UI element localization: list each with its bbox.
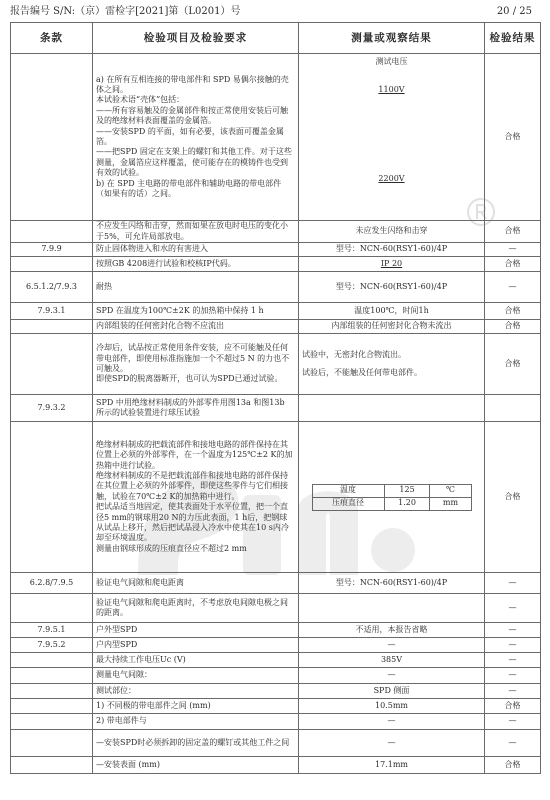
mini-row xyxy=(312,497,471,510)
requirement-cell xyxy=(93,422,299,573)
observation-cell: — xyxy=(299,638,485,653)
observation-cell: 未应发生闪络和击穿 xyxy=(299,221,485,243)
requirement-line: 测量由钢球形成的压痕直径应不超过2 mm xyxy=(96,543,247,553)
requirement-cell: SPD 在温度为100℃±2K 的加热箱中保持 1 h xyxy=(93,303,299,320)
requirement-cell: —安装SPD时必须拆卸的固定盖的螺钉或其他工件之间 xyxy=(93,730,299,757)
observation-cell xyxy=(299,422,485,573)
clause-cell: 7.9.3.2 xyxy=(11,395,93,422)
observation-cell: — xyxy=(299,714,485,730)
ball-pressure-table xyxy=(312,484,472,511)
result-cell: 合格 xyxy=(485,699,541,714)
clause-cell: 6.2.8/7.9.5 xyxy=(11,573,93,594)
result-cell: — xyxy=(485,653,541,668)
col-header-requirement: 检验项目及检验要求 xyxy=(93,23,299,54)
clause-cell: 7.9.5.1 xyxy=(11,623,93,638)
table-row xyxy=(11,257,541,272)
result-cell: 合格 xyxy=(485,757,541,774)
observation-cell: 型号：NCN-60(RSY1-60)/4P xyxy=(299,243,485,257)
table-row xyxy=(11,334,541,395)
result-cell: — xyxy=(485,272,541,303)
result-cell: — xyxy=(485,730,541,757)
table-row xyxy=(11,54,541,221)
observation-cell: 型号：NCN-60(RSY1-60)/4P xyxy=(299,573,485,594)
mini-value: 125 xyxy=(384,484,430,497)
requirement-cell xyxy=(93,334,299,395)
table-header-row xyxy=(11,23,541,54)
observation-cell: 不适用，本报告省略 xyxy=(299,623,485,638)
requirement-cell: 不应发生闪络和击穿，然而如果在放电时电压的变化小于5%，可允许局部放电。 xyxy=(93,221,299,243)
clause-cell: 7.9.3.1 xyxy=(11,303,93,320)
result-cell: — xyxy=(485,594,541,623)
table-row xyxy=(11,594,541,623)
result-cell: 合格 xyxy=(485,257,541,272)
observation-cell xyxy=(299,334,485,395)
observation-cell: 温度100℃，时间1h xyxy=(299,303,485,320)
clause-cell: 6.5.1.2/7.9.3 xyxy=(11,272,93,303)
result-cell xyxy=(485,395,541,422)
table-row xyxy=(11,730,541,757)
requirement-cell: 验证电气间隙和爬电距离 xyxy=(93,573,299,594)
table-row xyxy=(11,638,541,653)
clause-cell xyxy=(11,257,93,272)
clause-cell xyxy=(11,684,93,699)
clause-cell xyxy=(11,714,93,730)
clause-cell xyxy=(11,730,93,757)
observation-cell: 17.1mm xyxy=(299,757,485,774)
table-row xyxy=(11,653,541,668)
requirement-line: a) 在所有互相连接的带电部件和 SPD 易偶尔接触的壳体之间。 xyxy=(96,74,289,94)
requirement-cell: SPD 中用绝缘材料制成的外部零件用图13a 和图13b 所示的试验装置进行球压试验 xyxy=(93,395,299,422)
clause-cell xyxy=(11,668,93,684)
table-row xyxy=(11,684,541,699)
table-row xyxy=(11,699,541,714)
table-row xyxy=(11,272,541,303)
requirement-line: 本试验术语“壳体”包括： xyxy=(96,95,185,105)
clause-cell xyxy=(11,699,93,714)
result-cell: — xyxy=(485,573,541,594)
requirement-cell xyxy=(93,54,299,221)
table-row xyxy=(11,243,541,257)
result-cell: 合格 xyxy=(485,320,541,334)
clause-cell xyxy=(11,594,93,623)
result-cell: — xyxy=(485,684,541,699)
result-cell: 合格 xyxy=(485,221,541,243)
result-cell: 合格 xyxy=(485,303,541,320)
requirement-line: 冷却后，试品按正常使用条件安装，应不可能触及任何带电部件，即使用标准指施加一个不超过5 N 的力也不可触及。 xyxy=(96,343,290,373)
result-cell: — xyxy=(485,714,541,730)
requirement-line: 即使SPD的脱离器断开，也可认为SPD已通过试验。 xyxy=(96,374,283,384)
observation-value: 2200V xyxy=(378,173,405,183)
clause-cell xyxy=(11,422,93,573)
table-row xyxy=(11,668,541,684)
observation-cell: 内部组装的任何密封化合物未流出 xyxy=(299,320,485,334)
observation-cell: 385V xyxy=(299,653,485,668)
requirement-line: ——所有容易触及的金属部件和按正常使用安装后可触及的绝缘材料表面覆盖的金属箔。 xyxy=(96,105,288,126)
observation-cell xyxy=(299,395,485,422)
requirement-cell: 户外型SPD xyxy=(93,623,299,638)
requirement-cell: 2) 带电部件与 xyxy=(93,714,299,730)
result-cell: 合格 xyxy=(485,422,541,573)
ip-code: IP 20 xyxy=(380,258,403,268)
requirement-line: ——安装SPD 的平面，如有必要，该表面可覆盖金属箔。 xyxy=(96,126,284,146)
requirement-cell: 1) 不同极的带电部件之间 (mm) xyxy=(93,699,299,714)
requirement-line: 绝缘材料制成的把载流部件和接地电路的部件保持在其位置上必须的外部零件，在一个温度为125℃±2 K的加热箱中进行试验。 xyxy=(96,439,293,470)
requirement-line: ——把SPD 固定在支架上的螺钉和其他工件。对于这些测量，金属箔应这样覆盖，使可能存在的模铸件也受到有效的试验。 xyxy=(96,147,292,178)
result-cell: — xyxy=(485,668,541,684)
report-header xyxy=(10,5,532,19)
requirement-cell: —安装表面 (mm) xyxy=(93,757,299,774)
result-cell: — xyxy=(485,243,541,257)
result-cell: — xyxy=(485,623,541,638)
mini-row xyxy=(312,484,471,497)
clause-cell: 7.9.5.2 xyxy=(11,638,93,653)
observation-cell xyxy=(299,257,485,272)
page-number: 20 / 25 xyxy=(496,6,532,17)
requirement-line: 把试品适当地固定，使其表面处于水平位置，把一个直径5 mm的钢球用20 N的力压此表面，1 h后，把钢球从试品上移开，然后把试品浸入冷水中使其在10 s内冷却至环境温度。 xyxy=(96,502,289,543)
table-row xyxy=(11,714,541,730)
report-number: 报告编号 S/N:（京）雷检字[2021]第（L0201）号 xyxy=(10,6,241,17)
clause-cell: 7.9.9 xyxy=(11,243,93,257)
requirement-cell: 按照GB 4208进行试验和校核IP代码。 xyxy=(93,257,299,272)
requirement-cell: 测量电气间隙： xyxy=(93,668,299,684)
clause-cell xyxy=(11,221,93,243)
table-row xyxy=(11,757,541,774)
requirement-cell: 户内型SPD xyxy=(93,638,299,653)
clause-cell xyxy=(11,54,93,221)
observation-value: 1100V xyxy=(378,85,405,95)
col-header-clause: 条款 xyxy=(11,23,93,54)
observation-cell: 型号：NCN-60(RSY1-60)/4P xyxy=(299,272,485,303)
requirement-line: 绝缘材料制成的不是把载流部件和接地电路的部件保持在其位置上必须的外部零件，即使这些零件与它们相接触，试验在70℃±2 K的加热箱中进行。 xyxy=(96,470,288,501)
observation-cell: 10.5mm xyxy=(299,699,485,714)
col-header-observation: 测量或观察结果 xyxy=(299,23,485,54)
clause-cell xyxy=(11,757,93,774)
observation-cell xyxy=(299,54,485,221)
requirement-cell: 最大持续工作电压Uc (V) xyxy=(93,653,299,668)
clause-cell xyxy=(11,320,93,334)
result-cell: — xyxy=(485,638,541,653)
observation-line: 试验后，不能触及任何带电部件。 xyxy=(302,368,422,377)
mini-unit: ℃ xyxy=(430,484,471,497)
mini-name: 压痕直径 xyxy=(312,497,384,510)
table-row xyxy=(11,320,541,334)
requirement-cell: 验证电气间隙和爬电距离时，不考虑放电间隙电极之间的距离。 xyxy=(93,594,299,623)
result-cell: 合格 xyxy=(485,334,541,395)
clause-cell xyxy=(11,653,93,668)
requirement-cell: 耐热 xyxy=(93,272,299,303)
observation-line: 测试电压 xyxy=(375,57,408,66)
observation-cell: — xyxy=(299,668,485,684)
requirement-line: b) 在 SPD 主电路的带电部件和辅助电路的带电部件（如果有的话）之间。 xyxy=(96,178,282,199)
table-row xyxy=(11,395,541,422)
inspection-table xyxy=(10,22,541,774)
table-row xyxy=(11,422,541,573)
mini-value: 1.20 xyxy=(384,497,430,510)
observation-line: 试验中，无密封化合物流出。 xyxy=(302,349,406,359)
table-row xyxy=(11,303,541,320)
observation-cell xyxy=(299,594,485,623)
requirement-cell: 内部组装的任何密封化合物不应流出 xyxy=(93,320,299,334)
mini-name: 温度 xyxy=(312,484,384,497)
col-header-result: 检验结果 xyxy=(485,23,541,54)
requirement-cell: 测试部位： xyxy=(93,684,299,699)
observation-cell: SPD 侧面 xyxy=(299,684,485,699)
clause-cell xyxy=(11,334,93,395)
requirement-cell: 防止固体物进入和水的有害进入 xyxy=(93,243,299,257)
mini-unit: mm xyxy=(430,497,471,510)
table-row xyxy=(11,623,541,638)
result-cell: 合格 xyxy=(485,54,541,221)
table-row xyxy=(11,221,541,243)
table-row xyxy=(11,573,541,594)
observation-cell: — xyxy=(299,730,485,757)
